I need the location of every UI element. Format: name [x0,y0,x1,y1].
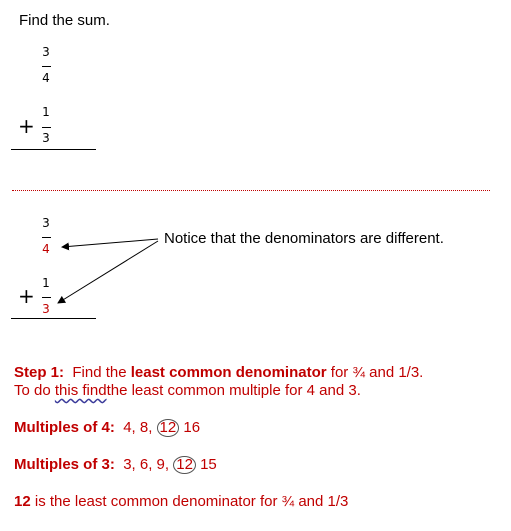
multiples-label: Multiples of 4: [14,419,115,436]
step-text: the least common multiple for 4 and 3. [106,382,361,399]
step-text-wavy: this find [54,382,107,399]
denominator-highlighted: 3 [42,302,50,316]
multiples-values: 16 [183,419,201,436]
numerator: 3 [42,216,50,230]
step-text: for ¾ and 1/3. [330,364,424,381]
multiples-values: 3, 6, 9, [123,456,170,473]
denominator-highlighted: 4 [42,242,50,256]
denominator: 4 [42,71,50,85]
numerator: 1 [42,276,50,290]
multiples-of-4-row [14,419,200,437]
step-label: Step 1: [14,364,65,381]
multiples-values: 15 [200,456,217,473]
denominator: 3 [42,131,50,145]
numerator: 3 [42,45,50,59]
circled-common-multiple: 12 [157,419,180,437]
plus-sign: + [18,284,35,308]
step-text: To do [14,382,51,399]
arrow-to-denominator-3 [58,241,158,303]
conclusion [14,493,348,510]
multiples-of-3-row [14,456,217,474]
step1-line2 [14,382,504,399]
problem-title: Find the sum. [19,12,110,29]
circled-common-multiple: 12 [173,456,196,474]
denominator-note: Notice that the denominators are different. [164,230,444,247]
lcd-value: 12 [14,493,31,510]
step1-line1 [14,364,504,381]
arrow-to-denominator-4 [62,239,158,247]
conclusion-text: is the least common denominator for ¾ and 1/3 [34,493,349,510]
numerator: 1 [42,105,50,119]
plus-sign: + [18,114,35,138]
multiples-label: Multiples of 3: [14,456,115,473]
step-key-term: least common denominator [130,364,327,381]
step-text: Find the [72,364,127,381]
multiples-values: 4, 8, [123,419,153,436]
